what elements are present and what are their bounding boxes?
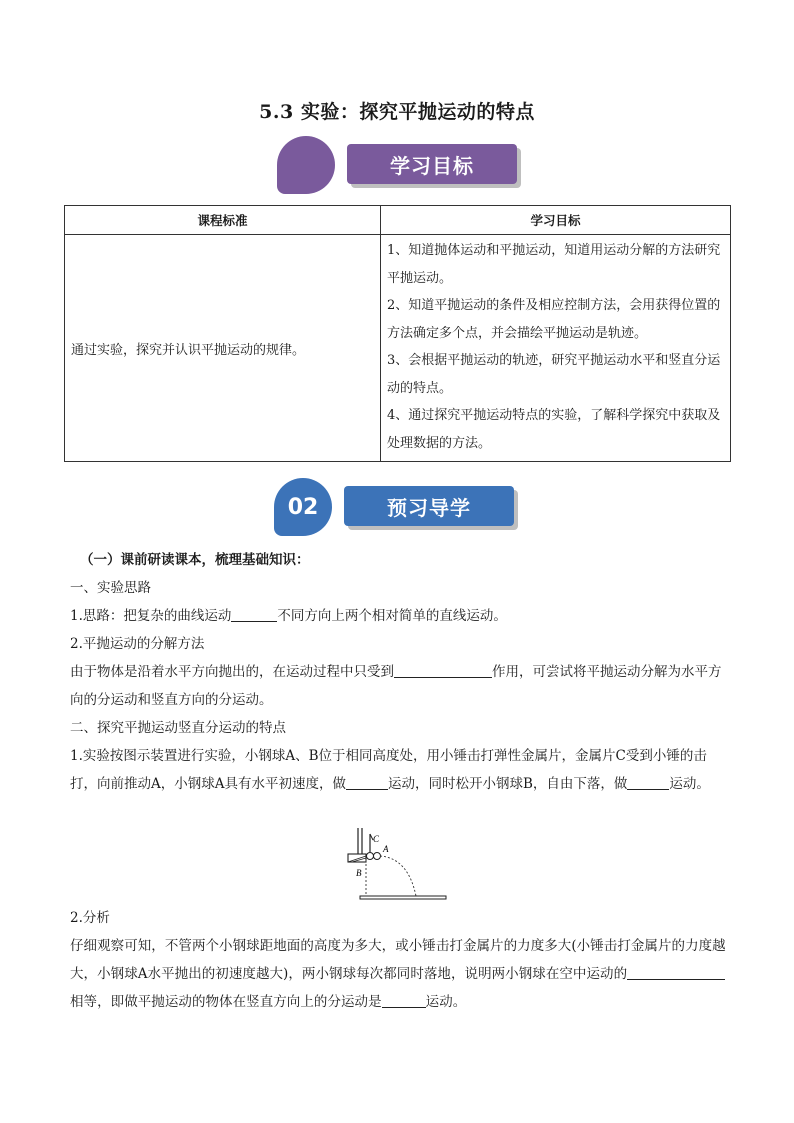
ball-a	[374, 853, 381, 860]
text: 运动。	[669, 776, 710, 792]
text: 1.实验按图示装置进行实验，小钢球A、B位于相同高度处，用小锤击打弹性金属片，金属片C受到小锤的击打，向前推动A，小钢球A具有水平初速度，做	[70, 748, 707, 792]
banner-circle	[277, 136, 335, 194]
banner-label: 学习目标	[347, 144, 517, 184]
paragraph	[70, 602, 730, 630]
label-a: A	[383, 844, 389, 854]
goal-item: 4、通过探究平抛运动特点的实验，了解科学探究中获取及处理数据的方法。	[387, 408, 721, 451]
section-heading: 一、实验思路	[70, 580, 151, 596]
objectives-table	[64, 205, 731, 462]
ball-b	[367, 853, 374, 860]
blank-line	[627, 774, 669, 790]
subheading: 2.平抛运动的分解方法	[70, 636, 205, 652]
blank-line	[231, 606, 277, 622]
label-b: B	[356, 868, 362, 878]
table-header-goals: 学习目标	[381, 206, 731, 235]
page-title: 5.3 实验：探究平抛运动的特点	[259, 101, 535, 123]
text: 运动，同时松开小钢球B，自由下落，做	[388, 776, 628, 792]
goals-cell	[381, 235, 731, 462]
paragraph	[70, 932, 730, 1016]
text: 1.思路：把复杂的曲线运动	[70, 608, 232, 624]
paragraph	[70, 742, 730, 798]
text: 相等，即做平抛运动的物体在竖直方向上的分运动是	[70, 994, 382, 1010]
table-header-standard: 课程标准	[65, 206, 381, 235]
experiment-diagram	[340, 826, 450, 901]
goal-item: 3、会根据平抛运动的轨迹，研究平抛运动水平和竖直分运动的特点。	[387, 353, 721, 396]
blank-line	[394, 662, 492, 678]
goal-item: 2、知道平抛运动的条件及相应控制方法，会用获得位置的方法确定多个点，并会描绘平抛运动是轨迹。	[387, 298, 721, 341]
projectile-path	[380, 856, 416, 896]
preview-content	[70, 546, 730, 798]
banner-label: 预习导学	[344, 486, 514, 526]
text: 运动。	[425, 994, 467, 1010]
text: 仔细观察可知，不管两个小钢球距地面的高度为多大，或小锤击打金属片的力度多大(小锤击打金属片的力度越大，小钢球A水平抛出的初速度越大)，两小钢球每次都同时落地，说明两小钢球在空中运动的	[70, 938, 726, 982]
part-heading: （一）课前研读课本，梳理基础知识：	[80, 552, 310, 568]
blank-line	[346, 774, 388, 790]
analysis-content	[70, 904, 730, 1016]
section-heading: 二、探究平抛运动竖直分运动的特点	[70, 720, 286, 736]
paragraph	[70, 658, 730, 714]
ground	[360, 896, 446, 899]
goal-item: 1、知道抛体运动和平抛运动，知道用运动分解的方法研究平抛运动。	[387, 243, 721, 286]
standard-cell: 通过实验，探究并认识平抛运动的规律。	[65, 235, 381, 462]
blank-line	[382, 992, 426, 1008]
subheading: 2.分析	[70, 910, 110, 926]
label-c: C	[373, 834, 380, 844]
blank-line	[627, 964, 725, 980]
text: 作用，可尝试将平抛运动分解为水平方向的分运动和竖直方向的分运动。	[70, 664, 722, 708]
text: 不同方向上两个相对简单的直线运动。	[277, 608, 507, 624]
banner-number: 02	[274, 478, 332, 536]
text: 由于物体是沿着水平方向抛出的，在运动过程中只受到	[70, 664, 394, 680]
